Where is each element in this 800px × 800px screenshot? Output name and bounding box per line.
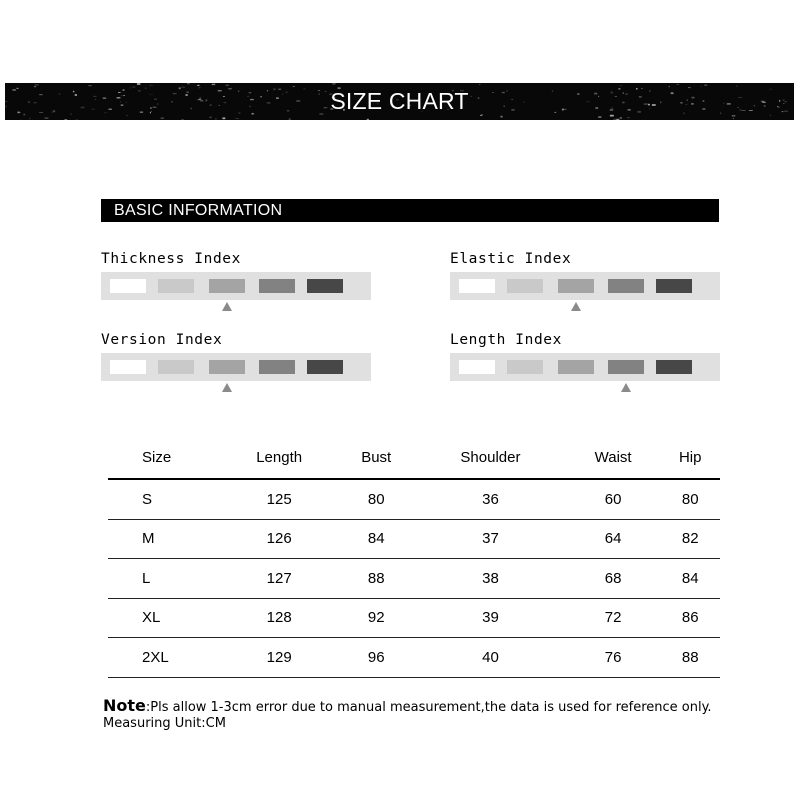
- index-swatch: [307, 279, 343, 293]
- index-swatch: [259, 279, 295, 293]
- table-cell: 68: [566, 559, 661, 599]
- table-cell: L: [108, 559, 221, 599]
- column-header: Waist: [566, 436, 661, 479]
- index-elastic: [450, 249, 720, 300]
- index-swatch: [110, 360, 146, 374]
- table-cell: 40: [415, 638, 566, 678]
- table-cell: 36: [415, 479, 566, 519]
- table-cell: 127: [221, 559, 337, 599]
- index-pointer-icon: [222, 302, 232, 311]
- index-pointer-icon: [621, 383, 631, 392]
- table-cell: 37: [415, 519, 566, 559]
- table-row: [108, 598, 720, 638]
- index-scale: [101, 353, 371, 381]
- column-header: Length: [221, 436, 337, 479]
- table-cell: 125: [221, 479, 337, 519]
- table-cell: 128: [221, 598, 337, 638]
- index-label: Elastic Index: [450, 251, 572, 267]
- index-swatch: [259, 360, 295, 374]
- index-swatch: [507, 360, 543, 374]
- index-pointer-icon: [571, 302, 581, 311]
- table-cell: 60: [566, 479, 661, 519]
- index-swatch: [158, 360, 194, 374]
- column-header: Shoulder: [415, 436, 566, 479]
- section-title: BASIC INFORMATION: [101, 199, 719, 222]
- column-header: Bust: [337, 436, 415, 479]
- table-cell: 86: [660, 598, 720, 638]
- table-row: [108, 519, 720, 559]
- table-cell: 88: [660, 638, 720, 678]
- index-swatch: [459, 279, 495, 293]
- banner-title: SIZE CHART: [330, 88, 469, 114]
- index-label: Length Index: [450, 332, 562, 348]
- table-cell: 38: [415, 559, 566, 599]
- table-row: [108, 559, 720, 599]
- index-swatch: [507, 279, 543, 293]
- table-cell: 126: [221, 519, 337, 559]
- index-scale: [450, 353, 720, 381]
- table-cell: 88: [337, 559, 415, 599]
- table-cell: 72: [566, 598, 661, 638]
- index-swatch: [459, 360, 495, 374]
- table-cell: 80: [337, 479, 415, 519]
- table-cell: M: [108, 519, 221, 559]
- table-cell: 96: [337, 638, 415, 678]
- index-scale: [450, 272, 720, 300]
- index-thickness: [101, 249, 371, 300]
- index-swatch: [110, 279, 146, 293]
- index-swatch: [656, 360, 692, 374]
- note-heading: Note: [103, 696, 146, 715]
- index-pointer-icon: [222, 383, 232, 392]
- table-cell: 80: [660, 479, 720, 519]
- column-header: Hip: [660, 436, 720, 479]
- note-line: [103, 698, 783, 716]
- table-row: [108, 638, 720, 678]
- index-scale: [101, 272, 371, 300]
- table-row: [108, 479, 720, 519]
- table-header-row: [108, 436, 720, 479]
- table-cell: 76: [566, 638, 661, 678]
- table-cell: 92: [337, 598, 415, 638]
- table-cell: 82: [660, 519, 720, 559]
- table-cell: 2XL: [108, 638, 221, 678]
- index-swatch: [558, 360, 594, 374]
- table-cell: 129: [221, 638, 337, 678]
- table-cell: XL: [108, 598, 221, 638]
- index-swatch: [209, 279, 245, 293]
- index-length: [450, 330, 720, 381]
- index-swatch: [656, 279, 692, 293]
- table-cell: 84: [337, 519, 415, 559]
- index-swatch: [158, 279, 194, 293]
- measuring-unit: Measuring Unit:CM: [103, 716, 226, 731]
- index-swatch: [608, 360, 644, 374]
- table-cell: S: [108, 479, 221, 519]
- index-version: [101, 330, 371, 381]
- index-label: Thickness Index: [101, 251, 241, 267]
- index-swatch: [558, 279, 594, 293]
- index-swatch: [608, 279, 644, 293]
- size-table: [108, 436, 720, 678]
- note-text: :Pls allow 1-3cm error due to manual measurement,the data is used for reference only.: [145, 700, 712, 715]
- table-cell: 84: [660, 559, 720, 599]
- index-label: Version Index: [101, 332, 223, 348]
- table-cell: 64: [566, 519, 661, 559]
- index-swatch: [307, 360, 343, 374]
- table-cell: 39: [415, 598, 566, 638]
- note: [103, 698, 783, 732]
- index-swatch: [209, 360, 245, 374]
- size-chart-banner: [5, 83, 794, 120]
- column-header: Size: [108, 436, 221, 479]
